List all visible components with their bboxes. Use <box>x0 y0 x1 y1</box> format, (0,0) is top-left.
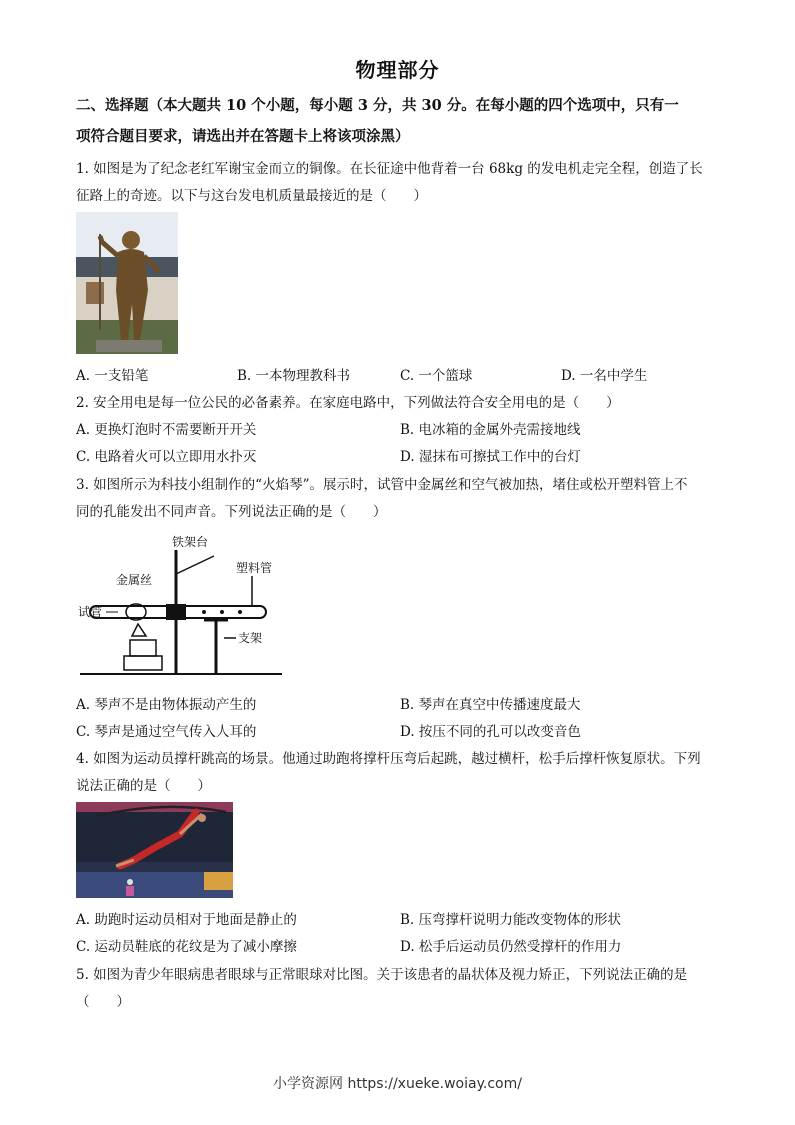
section-heading-line2: 项符合题目要求，请选出并在答题卡上将该项涂黑） <box>76 128 410 145</box>
footer-watermark: 小学资源网 https://xueke.woiay.com/ <box>273 1076 522 1092</box>
q3-option-d[interactable]: D. 按压不同的孔可以改变音色 <box>400 724 581 740</box>
q1-stem-line2: 征路上的奇迹。以下与这台发电机质量最接近的是（ ） <box>76 188 427 204</box>
q1-stem-line1: 1. 如图是为了纪念老红军谢宝金而立的铜像。在长征途中他背着一台 68kg 的发电机走完全程，创造了长 <box>76 161 703 177</box>
label-stand: 铁架台 <box>172 535 209 549</box>
q4-option-b[interactable]: B. 压弯撑杆说明力能改变物体的形状 <box>400 912 622 928</box>
q1-option-d[interactable]: D. 一名中学生 <box>561 368 648 384</box>
q3-option-a[interactable]: A. 琴声不是由物体振动产生的 <box>76 697 257 713</box>
q4-option-a[interactable]: A. 助跑时运动员相对于地面是静止的 <box>76 912 297 928</box>
q3-option-c[interactable]: C. 琴声是通过空气传入人耳的 <box>76 724 257 740</box>
q4-stem-line2: 说法正确的是（ ） <box>76 778 211 794</box>
q5-stem-line2: （ ） <box>76 994 130 1010</box>
q4-option-c[interactable]: C. 运动员鞋底的花纹是为了减小摩擦 <box>76 939 297 955</box>
q2-option-b[interactable]: B. 电冰箱的金属外壳需接地线 <box>400 422 581 438</box>
q2-option-c[interactable]: C. 电路着火可以立即用水扑灭 <box>76 449 257 465</box>
q2-option-a[interactable]: A. 更换灯泡时不需要断开开关 <box>76 422 257 438</box>
q1-option-a[interactable]: A. 一支铅笔 <box>76 368 149 384</box>
q1-option-c[interactable]: C. 一个篮球 <box>400 368 473 384</box>
q1-option-b[interactable]: B. 一本物理教科书 <box>237 368 351 384</box>
page-title: 物理部分 <box>355 58 440 82</box>
label-wire: 金属丝 <box>116 573 153 587</box>
label-tube: 试管 <box>78 605 103 619</box>
section-heading-line1: 二、选择题（本大题共 10 个小题，每小题 3 分，共 30 分。在每小题的四个选项中，只有一 <box>76 97 679 114</box>
q3-option-b[interactable]: B. 琴声在真空中传播速度最大 <box>400 697 581 713</box>
q3-stem-line2: 同的孔能发出不同声音。下列说法正确的是（ ） <box>76 504 387 520</box>
label-pipe: 塑料管 <box>236 561 273 575</box>
bronze-statue-photo <box>76 212 178 354</box>
q2-option-d[interactable]: D. 湿抹布可擦拭工作中的台灯 <box>400 449 581 465</box>
q2-stem-line1: 2. 安全用电是每一位公民的必备素养。在家庭电路中，下列做法符合安全用电的是（ ） <box>76 395 620 411</box>
q4-option-d[interactable]: D. 松手后运动员仍然受撑杆的作用力 <box>400 939 622 955</box>
q4-stem-line1: 4. 如图为运动员撑杆跳高的场景。他通过助跑将撑杆压弯后起跳，越过横杆，松手后撑杆恢复原状。下列 <box>76 751 701 767</box>
label-support: 支架 <box>238 631 263 645</box>
pole-vault-photo <box>76 802 233 898</box>
q3-stem-line1: 3. 如图所示为科技小组制作的“火焰琴”。展示时，试管中金属丝和空气被加热，堵住或松开塑料管上不 <box>76 477 688 493</box>
q5-stem-line1: 5. 如图为青少年眼病患者眼球与正常眼球对比图。关于该患者的晶状体及视力矫正，下列说法正确的是 <box>76 967 688 983</box>
flame-harp-diagram <box>76 528 286 680</box>
